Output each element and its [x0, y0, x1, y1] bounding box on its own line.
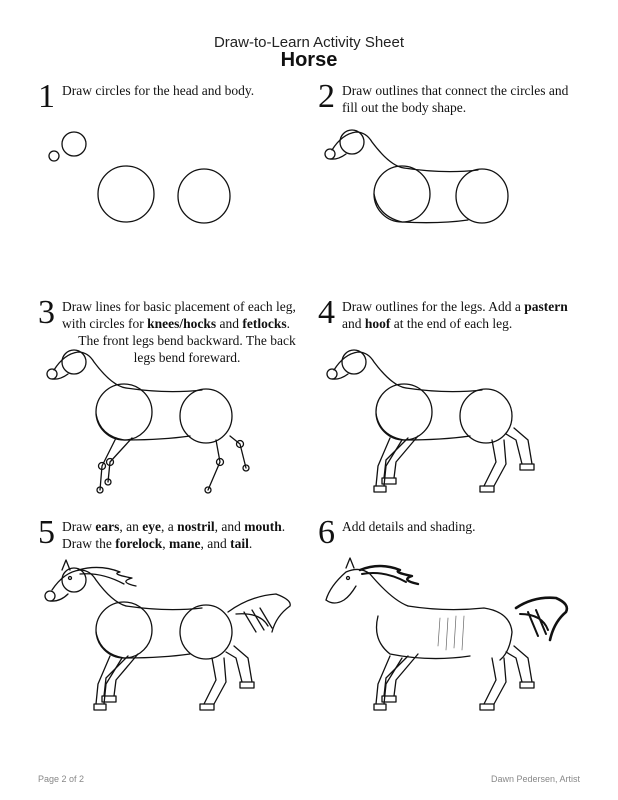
step-number: 5 — [38, 514, 55, 551]
step-6-drawing — [320, 556, 580, 736]
step-4-drawing — [320, 340, 550, 510]
step-1-drawing — [40, 120, 300, 240]
step-instructions: Draw outlines that connect the circles and fill out the body shape. — [342, 83, 569, 115]
step-instructions: Draw outlines for the legs. Add a pastern and hoof at the end of each leg. — [342, 299, 568, 331]
step-instructions: Add details and shading. — [342, 519, 476, 534]
step-instructions: Draw ears, an eye, a nostril, and mouth. Draw the forelock, mane, and tail. — [62, 519, 286, 551]
step-instructions: Draw circles for the head and body. — [62, 83, 255, 98]
step-2-drawing — [320, 120, 520, 240]
page-subtitle: Draw-to-Learn Activity Sheet — [213, 34, 405, 51]
page-number: Page 2 of 2 — [38, 774, 85, 784]
step-number: 4 — [318, 294, 335, 331]
step-number: 6 — [318, 514, 335, 551]
step-5-drawing — [40, 556, 300, 736]
step-number: 3 — [38, 294, 55, 331]
step-3-drawing — [40, 340, 270, 510]
artist-credit: Dawn Pedersen, Artist — [490, 774, 580, 784]
step-number: 2 — [318, 78, 335, 115]
step-number: 1 — [38, 78, 55, 115]
page-header — [0, 34, 618, 72]
step-instructions: Draw lines for basic placement of each leg, with circles for knees/hocks and fetlocks. The front legs bend backward. The back legs bend foreward. — [62, 299, 296, 365]
page-title: Horse — [280, 49, 338, 71]
